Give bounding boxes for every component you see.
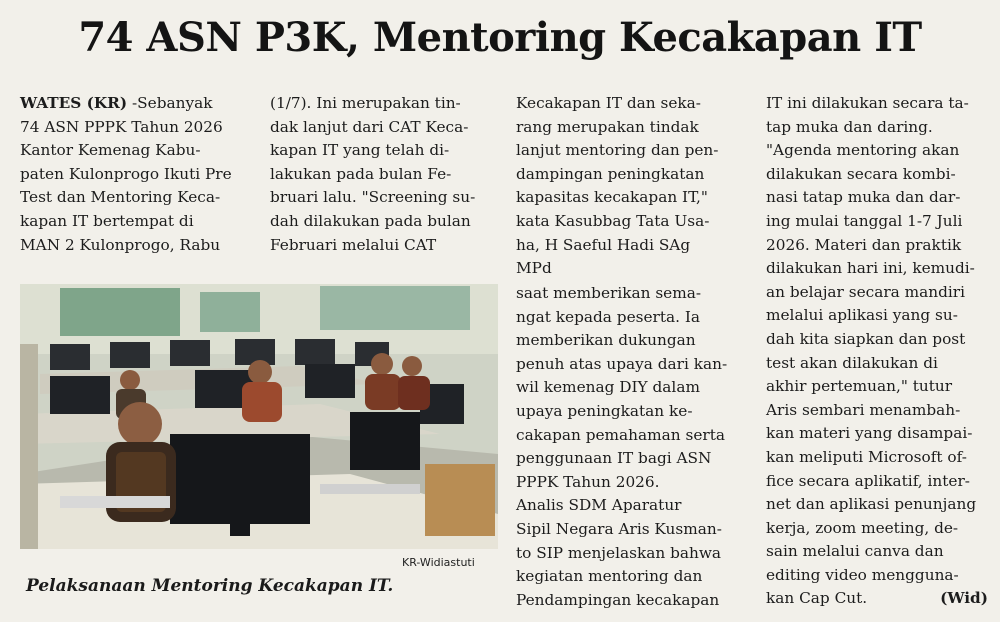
- photo-credit: KR-Widiastuti: [402, 556, 475, 569]
- column-1-text: -Sebanyak 74 ASN PPPK Tahun 2026 Kantor Kemenag Kabu- paten Kulonprogo Ikuti Pre Test dan Mentoring Keca- kapan IT bertempat di MAN 2 Kulonprogo, Rabu: [20, 94, 232, 254]
- author-signature: (Wid): [940, 589, 988, 608]
- dateline: WATES (KR): [20, 94, 128, 112]
- news-photo: [20, 284, 498, 549]
- article-column-1: [20, 92, 252, 257]
- article-column-2: (1/7). Ini merupakan tin- dak lanjut dari CAT Keca- kapan IT yang telah di- lakukan pada bulan Fe- bruari lalu. "Screening su- dah dilakukan pada bulan Februari melalui CAT: [270, 94, 476, 254]
- headline: 74 ASN P3K, Mentoring Kecakapan IT: [78, 14, 922, 61]
- computer-lab-photo: [20, 284, 498, 549]
- photo-caption: Pelaksanaan Mentoring Kecakapan IT.: [26, 576, 394, 596]
- article-column-3-bottom: saat memberikan sema- ngat kepada peserta. Ia memberikan dukungan penuh atas upaya dari kan- wil kemenag DIY dalam upaya peningkatan ke- cakapan pemahaman serta penggunaan IT bagi ASN PPPK Tahun 2026. Analis SDM Aparatur Sipil Negara Aris Kusman- to SIP menjelaskan bahwa kegiatan mentoring dan Pendampingan kecakapan: [516, 284, 728, 609]
- article-column-3-top: Kecakapan IT dan seka- rang merupakan tindak lanjut mentoring dan pen- dampingan peningkatan kapasitas kecakapan IT," kata Kasubbag Tata Usa- ha, H Saeful Hadi SAg MPd: [516, 94, 719, 278]
- article-column-4: [766, 92, 988, 611]
- column-4-text: IT ini dilakukan secara ta- tap muka dan daring. "Agenda mentoring akan dilakukan secara kombi- nasi tatap muka dan dar- ing mulai tanggal 1-7 Juli 2026. Materi dan praktik dilakukan hari ini, kemudi- an belajar secara mandiri melalui aplikasi yang su- dah kita siapkan dan post test akan dilakukan di akhir pertemuan," tutur Aris sembari menambah- kan materi yang disampai- kan meliputi Microsoft of- fice secara aplikatif, inter- net dan aplikasi penunjang kerja, zoom meeting, de- sain melalui canva dan editing video mengguna- kan Cap Cut.: [766, 94, 977, 608]
